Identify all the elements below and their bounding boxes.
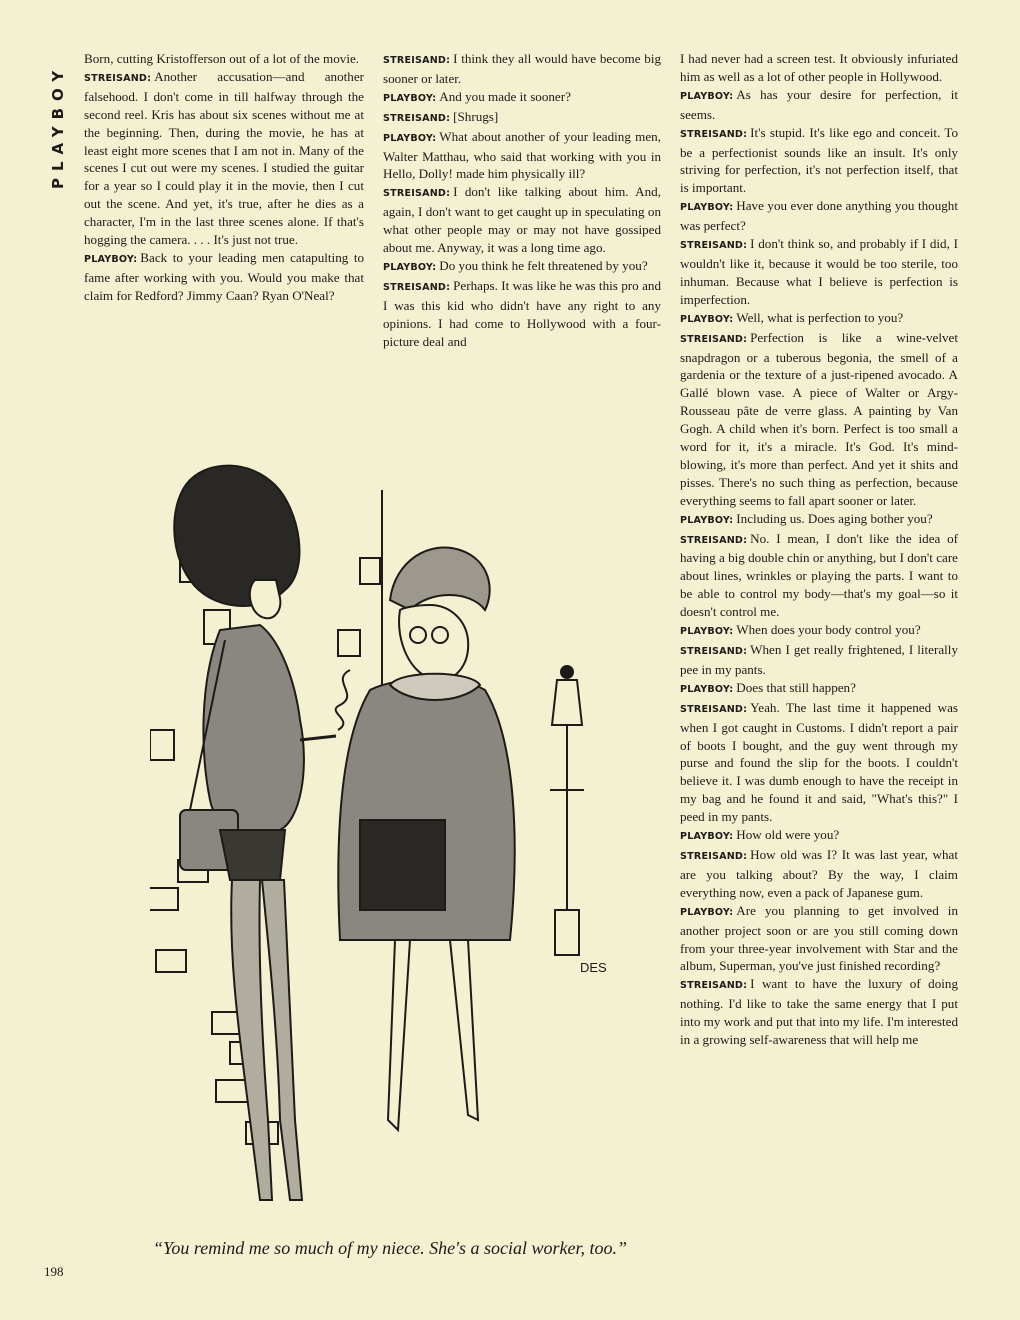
page-number: 198: [44, 1264, 64, 1279]
speaker-label: PLAYBOY:: [680, 906, 734, 918]
paragraph-text: Including us. Does aging bother you?: [736, 510, 933, 526]
column-3: [680, 50, 958, 1049]
speaker-label: PLAYBOY:: [680, 626, 734, 638]
smoke: [336, 670, 350, 730]
speaker-label: STREISAND:: [680, 703, 748, 715]
paragraph-text: Perhaps. It was like he was this pro and I was this kid who didn't have any right to any opinions. I had come to Hollywood with a four-picture deal and: [383, 277, 661, 349]
speaker-label: STREISAND:: [383, 112, 451, 124]
paragraph: [680, 902, 958, 976]
paragraph: Born, cutting Kristofferson out of a lot of the movie.: [84, 51, 360, 66]
paragraph-text: Have you ever done anything you thought was perfect?: [680, 198, 958, 234]
speaker-label: PLAYBOY:: [680, 202, 734, 214]
paragraph-text: Does that still happen?: [736, 679, 856, 695]
paragraph: [383, 277, 661, 351]
paragraph: [383, 88, 661, 108]
paragraph-text: I don't think so, and probably if I did, I wouldn't like it, because it would be too sterile, too inhuman. Because what I believe is perfection is imperfection.: [680, 236, 958, 307]
paragraph-text: Yeah. The last time it happened was when I got caught in Customs. I didn't report a pair of boots I bought, and the guy went through my purse and found the slip for the boots. I couldn't believe it. I was dumb enough to have the receipt in my bag and he found it and said, "What's this?" I peed in my pants.: [680, 699, 958, 825]
speaker-label: STREISAND:: [383, 188, 451, 200]
column-2: [383, 50, 661, 351]
speaker-label: PLAYBOY:: [383, 132, 437, 144]
skirt: [220, 830, 285, 880]
paragraph: [383, 257, 661, 277]
paragraph: [680, 846, 958, 902]
paragraph: [680, 699, 958, 826]
speaker-label: PLAYBOY:: [680, 90, 734, 102]
speaker-label: STREISAND:: [680, 646, 748, 657]
paragraph: [680, 235, 958, 309]
paragraph-text: No. I mean, I don't like the idea of having a big double chin or anything, but I don't care about lines, wrinkles or playing the parts. I want to be able to control my body—that's my goal—so it doesn't control me.: [680, 530, 958, 620]
paragraph: [680, 197, 958, 235]
paragraph: [680, 641, 958, 679]
paragraph-text: And you made it sooner?: [439, 88, 571, 104]
paragraph-text: As has your desire for perfection, it seems.: [680, 86, 958, 122]
paragraph: [84, 249, 364, 305]
speaker-label: STREISAND:: [680, 128, 748, 140]
paragraph: [680, 621, 958, 641]
paragraph-text: What about another of your leading men, Walter Matthau, who said that working with you in Hello, Dolly! made him physically ill?: [383, 128, 661, 182]
paragraph-text: Another accusation—and another falsehood. I don't come in till halfway through the second reel. Kris has about six scenes without me at the beginning. Then, during the movie, he has at least eight more scenes that I am not in. Many of the scenes I cut out were my scenes. I studied the guitar for a year so I could play it in the movie, then I cut out the scene. And yet, it's true, after he dies as a character, I'm in the last three scenes alone. If that's hogging the camera. . . . It's just not true.: [84, 68, 364, 248]
paragraph: [383, 50, 661, 88]
paragraph: [680, 86, 958, 124]
woman-jacket: [203, 625, 303, 834]
speaker-label: STREISAND:: [680, 850, 748, 862]
paragraph: [680, 510, 958, 530]
speaker-label: PLAYBOY:: [680, 683, 734, 695]
paragraph-text: When does your body control you?: [736, 622, 921, 638]
speaker-label: STREISAND:: [680, 240, 748, 252]
paragraph-text: Do you think he felt threatened by you?: [439, 257, 648, 273]
woman-two-leg-left: [388, 940, 410, 1130]
woman-face: [250, 580, 281, 618]
speaker-label: PLAYBOY:: [680, 514, 734, 526]
woman-two-leg-right: [450, 940, 478, 1120]
paragraph-text: Well, what is perfection to you?: [736, 309, 904, 325]
paragraph: [680, 975, 958, 1049]
woman-two-face: [399, 605, 468, 680]
cartoon-illustration: [150, 440, 650, 1220]
paragraph: [680, 124, 958, 198]
paragraph: [383, 128, 661, 184]
artist-signature: DES: [580, 960, 607, 975]
paragraph-text: When I get really frightened, I literally pee in my pants.: [680, 642, 958, 677]
column-1: [84, 50, 364, 305]
paragraph: [680, 329, 958, 510]
paragraph-text: I don't like talking about him. And, again, I don't want to get caught up in speculating on what other people may or may not have gossiped about me. Anyway, it was a long time ago.: [383, 184, 661, 256]
paragraph: [680, 309, 958, 329]
cartoon-caption: “You remind me so much of my niece. She's a social worker, too.”: [153, 1238, 627, 1258]
paragraph: [84, 68, 364, 249]
paragraph: [680, 826, 958, 846]
paragraph-text: I think they all would have become big sooner or later.: [383, 51, 661, 86]
woman-two-hat: [390, 547, 490, 610]
paragraph: [383, 183, 661, 257]
speaker-label: PLAYBOY:: [680, 831, 734, 843]
paragraph-text: Perfection is like a wine-velvet snapdragon or a tuberous begonia, the smell of a gardenia or the texture of a just-ripened avocado. A Gallé blown vase. A piece of Walter or Argy-Rousseau pâte de verre glass. A painting by Van Gogh. A child when it's born. Perfect is too small a word for it, it's a miracle. It's God. It's mind-blowing, it's more than perfect. And yet it shits and pisses. There's no such thing as perfection, because everything seems to fall apart sooner or later.: [680, 329, 958, 508]
paragraph-text: I want to have the luxury of doing nothing. I'd like to take the same energy that I put into my work and put that into my life. I'm interested in a growing self-awareness that will help me: [680, 976, 958, 1048]
paragraph-text: How old was I? It was last year, what are you talking about? By the way, I claim everything now, even a pack of Japanese gum.: [680, 846, 958, 900]
paragraph: [383, 108, 661, 128]
speaker-label: STREISAND:: [680, 534, 748, 546]
speaker-label: PLAYBOY:: [680, 313, 734, 325]
clutch-bag: [360, 820, 445, 910]
paragraph: [680, 530, 958, 622]
paragraph: I had never had a screen test. It obviously infuriated him as well as a lot of other people in Hollywood.: [680, 51, 958, 84]
paragraph-text: Back to your leading men catapulting to fame after working with you. Would you make that claim for Redford? Jimmy Caan? Ryan O'Neal?: [84, 249, 364, 303]
speaker-label: STREISAND:: [383, 281, 451, 293]
masthead: PLAYBOY: [49, 63, 67, 189]
street-lamp: [550, 666, 584, 955]
speaker-label: PLAYBOY:: [84, 253, 138, 265]
speaker-label: STREISAND:: [383, 55, 451, 66]
paragraph-text: [Shrugs]: [453, 108, 499, 124]
speaker-label: PLAYBOY:: [383, 261, 437, 273]
paragraph-text: It's stupid. It's like ego and conceit. To be a perfectionist sounds like an insult. It's only striving for perfection, it's not perfection itself, that is important.: [680, 124, 958, 196]
speaker-label: STREISAND:: [84, 72, 152, 84]
speaker-label: STREISAND:: [680, 980, 748, 992]
speaker-label: PLAYBOY:: [383, 92, 437, 104]
paragraph-text: Are you planning to get involved in another project soon or are you still coming down from your three-year involvement with Star and the album, Superman, you've just finished recording?: [680, 902, 958, 974]
cigarette: [300, 736, 336, 740]
paragraph-text: How old were you?: [736, 827, 840, 843]
paragraph: [680, 679, 958, 699]
woman-hair: [174, 466, 299, 606]
speaker-label: STREISAND:: [680, 333, 748, 345]
